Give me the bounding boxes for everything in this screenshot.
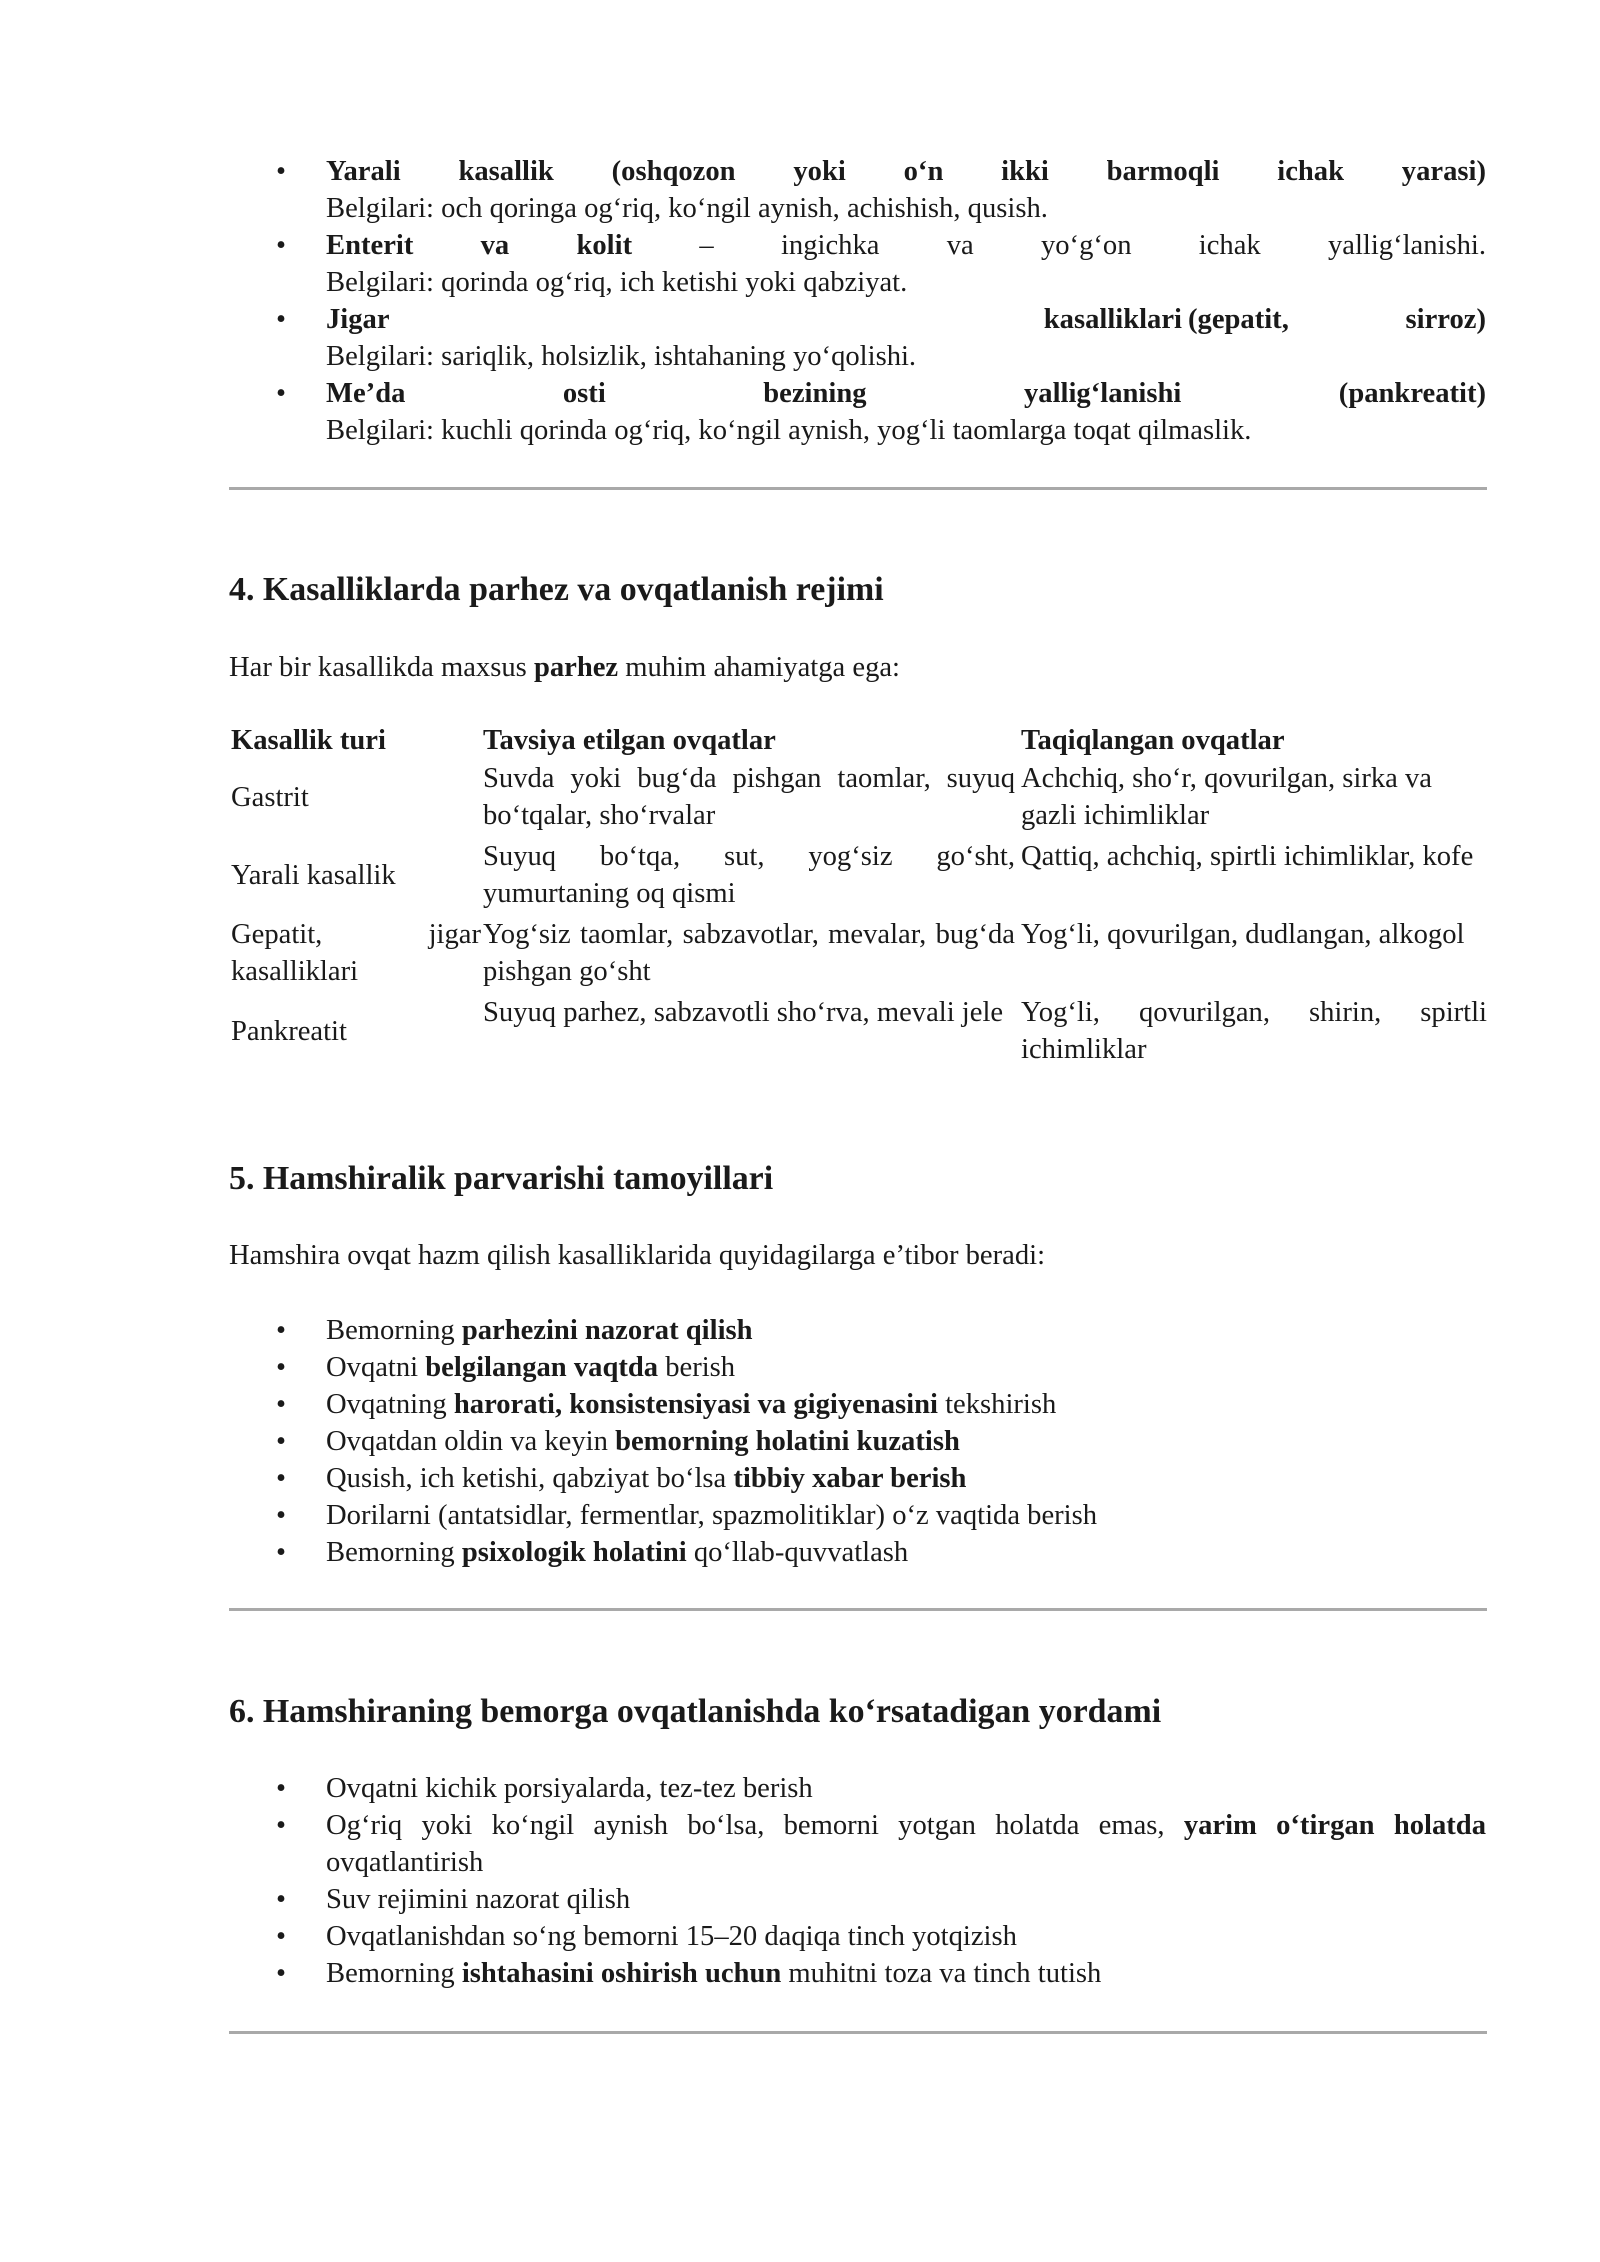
table-header-disease: Kasallik turi: [231, 725, 386, 756]
list-item-heading-line: [326, 227, 1486, 264]
table-cell-recommended: Suyuq parhez, sabzavotli sho‘rva, mevali jele: [483, 997, 1004, 1028]
item-text: Bemorning: [326, 1958, 462, 1989]
list-item: [276, 1423, 1486, 1460]
list-item-symptoms: Belgilari: och qoringa og‘riq, ko‘ngil aynish, achishish, qusish.: [326, 193, 1048, 224]
disease-list: [276, 153, 1486, 449]
bullet-icon: •: [276, 1773, 287, 1804]
item-bold: parhezini nazorat qilish: [461, 1315, 753, 1346]
bullet-icon: •: [276, 1426, 287, 1457]
feeding-assistance-list: [276, 1770, 1487, 1992]
table-cell-disease: Pankreatit: [231, 1016, 347, 1047]
item-text-end: ovqatlantirish: [326, 1847, 484, 1878]
section-heading: 5. Hamshiralik parvarishi tamoyillari: [229, 1160, 774, 1197]
list-item: [276, 1955, 1486, 1992]
table-cell-forbidden: Achchiq, sho‘r, qovurilgan, sirka va gazli ichimliklar: [1021, 763, 1432, 831]
table-cell-recommended: Suyuq bo‘tqa, sut, yog‘siz go‘sht, yumurtaning oq qismi: [483, 841, 1015, 909]
bullet-icon: •: [276, 1463, 287, 1494]
table-cell-forbidden: Yog‘li, qovurilgan, dudlangan, alkogol: [1021, 919, 1465, 950]
horizontal-rule: [229, 2031, 1487, 2034]
list-item-heading-line: [326, 301, 1486, 338]
section-heading: 4. Kasalliklarda parhez va ovqatlanish rejimi: [229, 571, 884, 608]
intro-bold-term: parhez: [533, 652, 619, 683]
item-text: Bemorning: [326, 1315, 462, 1346]
intro-text: Har bir kasallikda maxsus: [229, 652, 534, 683]
horizontal-rule: [229, 487, 1487, 490]
table-cell-disease: Gepatit, jigar kasalliklari: [231, 919, 481, 987]
table-header-recommended: Tavsiya etilgan ovqatlar: [483, 725, 776, 756]
list-item: [276, 1881, 1486, 1918]
list-item: [276, 301, 1486, 375]
bullet-icon: •: [276, 230, 287, 261]
list-item-symptoms: Belgilari: sariqlik, holsizlik, ishtahaning yo‘qolishi.: [326, 341, 917, 372]
bullet-icon: •: [276, 1352, 287, 1383]
item-text: Ovqatning: [326, 1389, 454, 1420]
item-text-end: tekshirish: [937, 1389, 1057, 1420]
item-text: Ovqatlanishdan so‘ng bemorni 15–20 daqiqa tinch yotqizish: [326, 1921, 1017, 1952]
bullet-icon: •: [276, 1315, 287, 1346]
table-cell-recommended: Suvda yoki bug‘da pishgan taomlar, suyuq bo‘tqalar, sho‘rvalar: [483, 763, 1015, 831]
list-item-title: Enterit va kolit: [326, 230, 633, 261]
list-item: [276, 1807, 1487, 1881]
item-text: Ovqatni kichik porsiyalarda, tez-tez berish: [326, 1773, 813, 1804]
horizontal-rule: [229, 1608, 1487, 1611]
list-item: [276, 1918, 1486, 1955]
item-text-end: qo‘llab-quvvatlash: [686, 1537, 909, 1568]
item-text: Bemorning: [326, 1537, 462, 1568]
list-item-symptoms: Belgilari: kuchli qorinda og‘riq, ko‘ngil aynish, yog‘li taomlarga toqat qilmaslik.: [326, 415, 1252, 446]
item-bold: belgilangan vaqtda: [425, 1352, 659, 1383]
list-item: [276, 153, 1486, 227]
list-item: [276, 1534, 1486, 1571]
bullet-icon: •: [276, 1810, 287, 1841]
table-cell-recommended: Yog‘siz taomlar, sabzavotlar, mevalar, bug‘da pishgan go‘sht: [483, 919, 1015, 987]
table-cell-forbidden: Qattiq, achchiq, spirtli ichimliklar, kofe: [1021, 841, 1474, 872]
list-item-dash: –: [699, 230, 714, 261]
list-item: [276, 227, 1486, 301]
list-item-symptoms: Belgilari: qorinda og‘riq, ich ketishi yoki qabziyat.: [326, 267, 908, 298]
item-bold: ishtahasini oshirish uchun: [461, 1958, 782, 1989]
list-item-description: ingichka va yo‘g‘on ichak yallig‘lanishi.: [780, 230, 1486, 261]
section-intro: [229, 649, 1487, 686]
list-item: [276, 1770, 1486, 1807]
bullet-icon: •: [276, 378, 287, 409]
item-text: Og‘riq yoki ko‘ngil aynish bo‘lsa, bemorni yotgan holatda emas,: [326, 1810, 1184, 1841]
item-bold: psixologik holatini: [461, 1537, 687, 1568]
section-intro: Hamshira ovqat hazm qilish kasalliklarida quyidagilarga e’tibor beradi:: [229, 1240, 1046, 1271]
bullet-icon: •: [276, 1884, 287, 1915]
care-principles-list: [276, 1312, 1486, 1571]
item-bold: yarim o‘tirgan holatda: [1183, 1810, 1487, 1841]
bullet-icon: •: [276, 1537, 287, 1568]
item-bold: tibbiy xabar berish: [733, 1463, 967, 1494]
bullet-icon: •: [276, 1921, 287, 1952]
table-cell-forbidden: Yog‘li, qovurilgan, shirin, spirtli ichimliklar: [1021, 997, 1487, 1065]
item-bold: bemorning holatini kuzatish: [615, 1426, 960, 1457]
bullet-icon: •: [276, 156, 287, 187]
list-item: [276, 1312, 1486, 1349]
list-item-parenthetical: (gepatit, sirroz): [1188, 304, 1486, 335]
list-item-title: Me’da osti bezining yallig‘lanishi (pankreatit): [326, 378, 1486, 409]
intro-text-end: muhim ahamiyatga ega:: [618, 652, 900, 683]
table-header-forbidden: Taqiqlangan ovqatlar: [1021, 725, 1285, 756]
bullet-icon: •: [276, 1389, 287, 1420]
section-heading: 6. Hamshiraning bemorga ovqatlanishda ko‘rsatadigan yordami: [229, 1693, 1162, 1730]
item-text: Dorilarni (antatsidlar, fermentlar, spazmolitiklar) o‘z vaqtida berish: [326, 1500, 1098, 1531]
list-item-title: Jigar kasalliklari: [326, 304, 1182, 335]
item-text-end: muhitni toza va tinch tutish: [781, 1958, 1102, 1989]
item-text-end: berish: [658, 1352, 736, 1383]
list-item: [276, 1349, 1486, 1386]
bullet-icon: •: [276, 304, 287, 335]
bullet-icon: •: [276, 1500, 287, 1531]
item-text: Qusish, ich ketishi, qabziyat bo‘lsa: [326, 1463, 734, 1494]
item-text: Ovqatni: [326, 1352, 426, 1383]
list-item: [276, 1460, 1486, 1497]
item-bold: harorati, konsistensiyasi va gigiyenasini: [453, 1389, 938, 1420]
list-item: [276, 1386, 1486, 1423]
list-item-title: Yarali kasallik (oshqozon yoki o‘n ikki barmoqli ichak yarasi): [326, 156, 1486, 187]
item-text: Ovqatdan oldin va keyin: [326, 1426, 616, 1457]
table-cell-disease: Yarali kasallik: [231, 860, 396, 891]
table-cell-disease: Gastrit: [231, 782, 309, 813]
item-text: Suv rejimini nazorat qilish: [326, 1884, 631, 1915]
list-item: [276, 375, 1486, 449]
bullet-icon: •: [276, 1958, 287, 1989]
list-item: [276, 1497, 1486, 1534]
